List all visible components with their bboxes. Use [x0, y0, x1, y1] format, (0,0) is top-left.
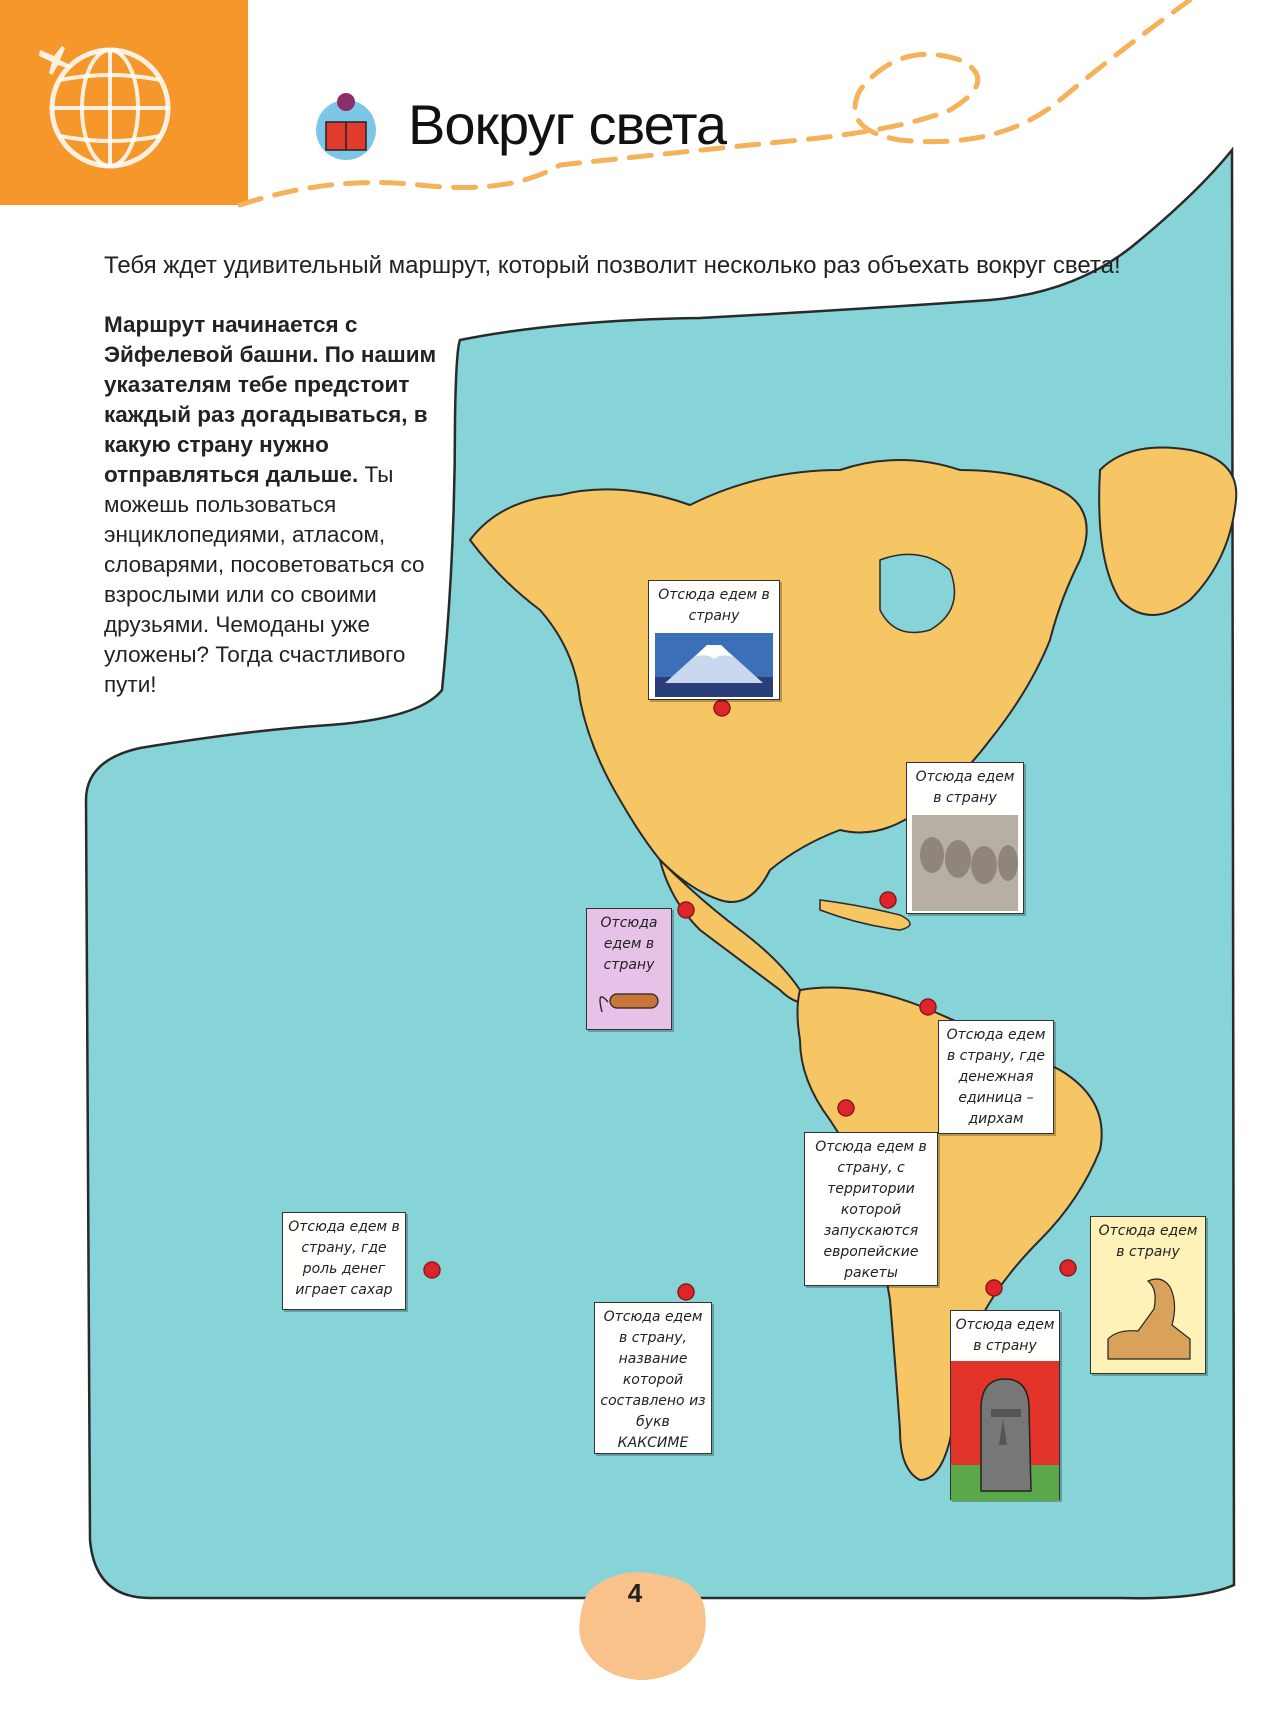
route-card-text: Отсюда едем в страну, где роль денег играет сахар: [288, 1219, 400, 1298]
route-card-1: [648, 580, 780, 700]
pin: [714, 700, 730, 716]
route-card-4: [938, 1020, 1054, 1134]
route-card-7: [594, 1302, 712, 1454]
route-card-text: Отсюда едем в страну: [658, 587, 770, 624]
instructions-normal: Ты можешь пользоваться энциклопедиями, атласом, словарями, посоветоваться со взрослыми или со своими друзьями. Чемоданы уже уложены? Тогда счастливого пути!: [104, 462, 425, 697]
instructions-bold: Маршрут начинается с Эйфелевой башни. По нашим указателям тебе предстоит каждый раз догадываться, в какую страну нужно отправляться дальше.: [104, 312, 437, 487]
hudson-bay: [880, 554, 955, 632]
route-card-text: Отсюда едем в страну: [1098, 1223, 1198, 1260]
pin: [986, 1280, 1002, 1296]
sphinx-picture: [1098, 1269, 1198, 1365]
route-card-3: [586, 908, 672, 1030]
route-card-text: Отсюда едем в страну, где денежная единица – дирхам: [946, 1027, 1046, 1127]
pin: [920, 999, 936, 1015]
route-card-text: Отсюда едем в страну, название которой составлено из букв КАКСИМЕ: [600, 1309, 706, 1451]
mount-rushmore-picture: [912, 815, 1018, 911]
instructions-text: [104, 310, 454, 700]
reading-book-icon: [314, 88, 378, 164]
route-card-text: Отсюда едем в страну: [955, 1317, 1055, 1354]
pin: [880, 892, 896, 908]
route-card-text: Отсюда едем в страну, с территории которой запускаются европейские ракеты: [815, 1139, 927, 1281]
route-card-6: [282, 1212, 406, 1310]
route-card-8: [1090, 1216, 1206, 1374]
route-card-text: Отсюда едем в страну: [915, 769, 1015, 806]
page-title: Вокруг света: [408, 93, 727, 156]
pin: [678, 902, 694, 918]
pin: [424, 1262, 440, 1278]
route-card-text: Отсюда едем в страну: [600, 915, 658, 973]
intro-text: Тебя ждет удивительный маршрут, который позволит несколько раз объехать вокруг света!: [104, 252, 1121, 279]
mount-fuji-picture: [655, 633, 773, 697]
route-card-9: [950, 1310, 1060, 1500]
route-card-5: [804, 1132, 938, 1286]
moai-picture: [951, 1361, 1059, 1501]
pin: [678, 1284, 694, 1300]
pin: [838, 1100, 854, 1116]
page-number: 4: [627, 1578, 643, 1608]
cigar-picture: [594, 982, 664, 1020]
route-card-2: [906, 762, 1024, 914]
pin: [1060, 1260, 1076, 1276]
